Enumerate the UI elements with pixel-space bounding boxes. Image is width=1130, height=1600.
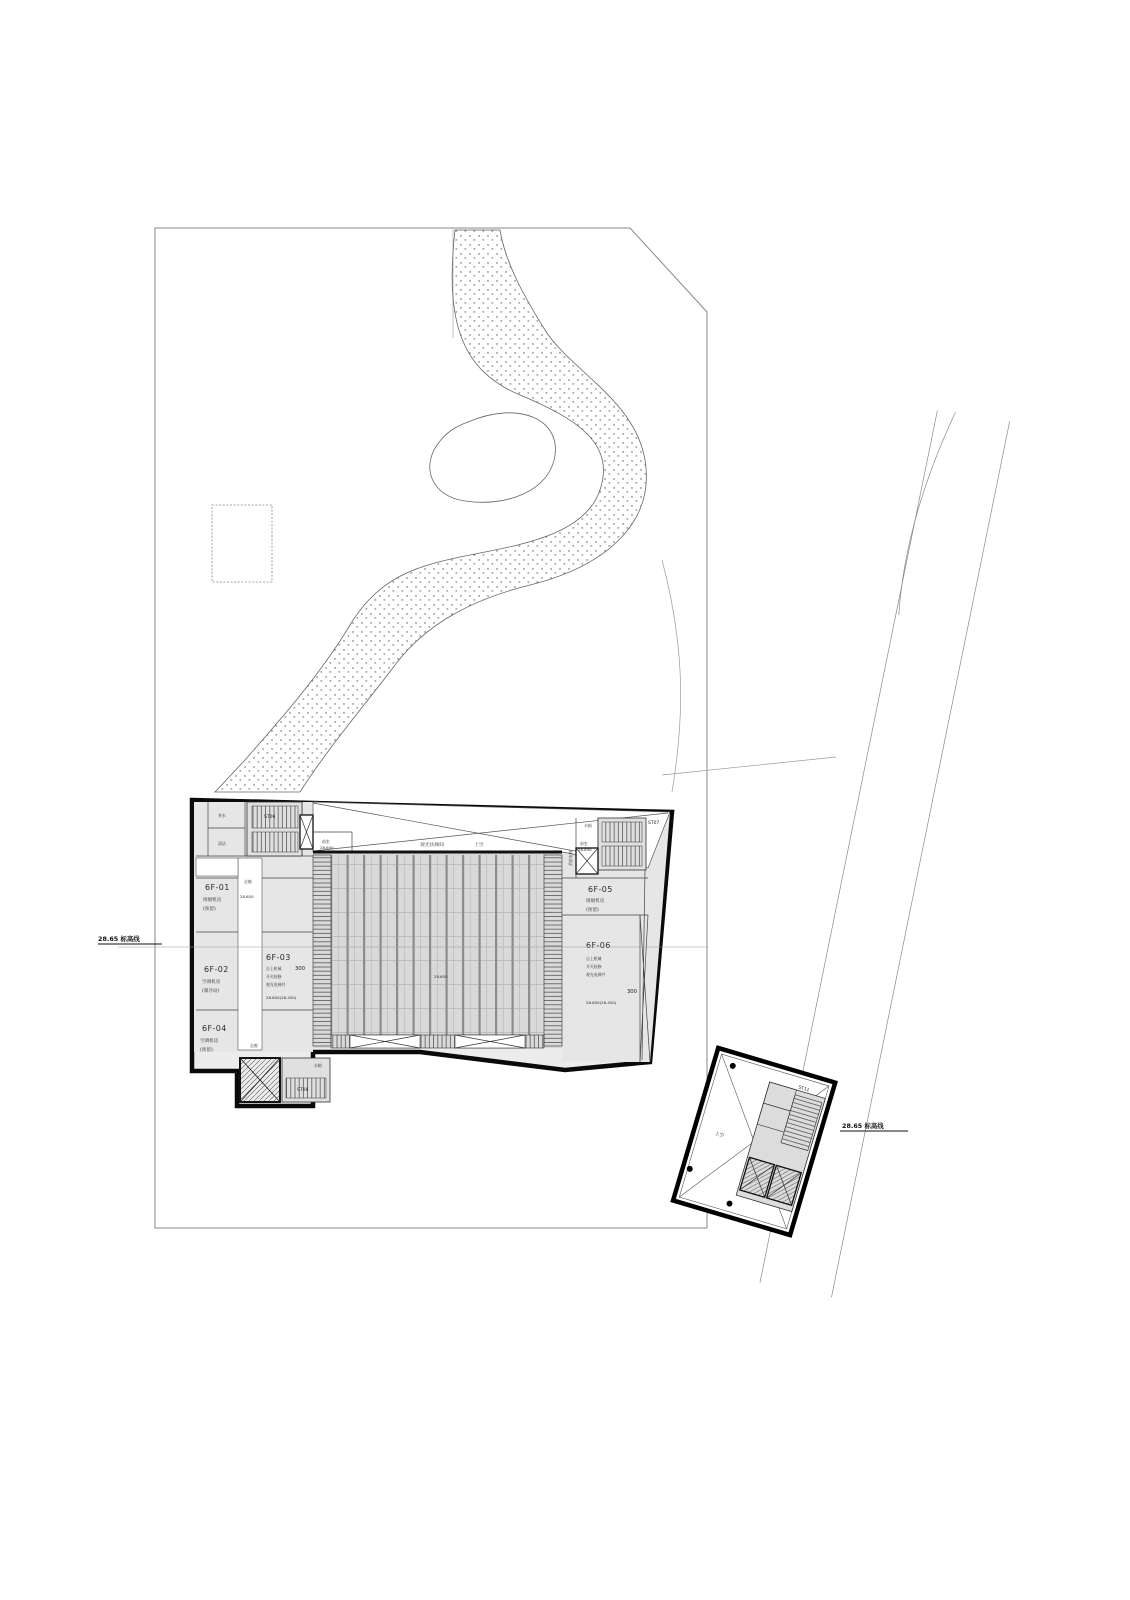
annex-void-label: 上空 — [713, 1131, 725, 1140]
room-line: 排烟机房 — [203, 898, 222, 903]
tea-room-label: 茶水 — [218, 813, 226, 818]
escalator-well — [350, 1035, 420, 1048]
corridor — [196, 858, 238, 876]
stair-st06 — [247, 802, 302, 856]
stair-label-st06: ST06 — [264, 815, 276, 820]
elevator-shaft-south — [240, 1058, 280, 1102]
room-line: 自上机械 — [266, 966, 282, 971]
stair-label-st07: ST07 — [648, 821, 660, 826]
annex-building — [673, 1048, 835, 1235]
ribbon-swirl-hole — [430, 413, 556, 502]
room-line: 观光电梯井 — [266, 982, 286, 987]
room-line: 自上机械 — [586, 956, 602, 961]
level-line-label-right: 28.65 标高线 — [842, 1122, 884, 1130]
room-line: 排烟机房 — [586, 899, 605, 904]
atrium-void-label: 上空 — [474, 843, 484, 848]
room-line: (预留) — [203, 907, 216, 912]
room-line: 开关检修 — [586, 964, 602, 969]
room-id-6f01: 6F-01 — [205, 883, 230, 892]
room-id-6f04: 6F-04 — [202, 1024, 227, 1033]
room-id-6f02: 6F-02 — [204, 965, 229, 974]
room-dim-300: 300 — [626, 989, 638, 995]
stair-label-st08: ST08 — [297, 1088, 309, 1093]
atrium-label: 观光扶梯间 — [420, 843, 444, 848]
landscape-ribbon — [215, 230, 646, 792]
room-line: (预留) — [586, 908, 599, 913]
room-id-6f05: 6F-05 — [588, 885, 613, 894]
room-id-6f06: 6F-06 — [586, 941, 611, 950]
room-elevation: 28.650(28.450) — [266, 995, 297, 1000]
room-line: (预留) — [200, 1048, 213, 1053]
vestibule-elevation-west: 28.650 — [320, 845, 334, 850]
level-line-label-left: 28.65 标高线 — [98, 935, 140, 943]
elevation-note: 28.650 — [240, 894, 254, 899]
corridor-label: 走廊 — [250, 1043, 258, 1048]
fire-elevator-label: 消防电梯 — [568, 850, 573, 866]
stair-label-st11: ST11 — [797, 1085, 810, 1094]
vestibule-elevation-east: 28.650 — [578, 847, 592, 852]
west-louver-band — [313, 855, 331, 1046]
stair-st08 — [282, 1058, 330, 1102]
corridor — [238, 858, 262, 1050]
east-louver-band — [544, 855, 562, 1046]
stair-st07 — [598, 818, 646, 870]
vestibule-label-west: 前室 — [322, 839, 330, 844]
hall-roof-strips — [331, 855, 544, 1035]
room-line: 开关检修 — [266, 974, 282, 979]
room-line: 空调机房 — [200, 1039, 219, 1044]
room-id-6f03: 6F-03 — [266, 953, 291, 962]
room-elevation: 28.650(28.450) — [586, 1000, 617, 1005]
escalator-well — [455, 1035, 525, 1048]
corridor-label: 走廊 — [244, 879, 252, 884]
room-dim-300: 300 — [294, 966, 306, 972]
water-tank-label: 水箱 — [584, 823, 592, 828]
vestibule-label-east: 前室 — [580, 841, 588, 846]
water-tank-label: 水箱 — [314, 1063, 322, 1068]
room-line: 观光电梯井 — [586, 972, 606, 977]
dashed-setback-rect — [212, 505, 272, 582]
elevator-shaft-west — [300, 815, 313, 849]
hall-elevation: 28.650 — [434, 974, 448, 979]
room-line: (制冷站) — [202, 989, 220, 994]
cleaning-room-label: 清洁 — [218, 841, 226, 846]
room-line: 空调机房 — [202, 980, 221, 985]
